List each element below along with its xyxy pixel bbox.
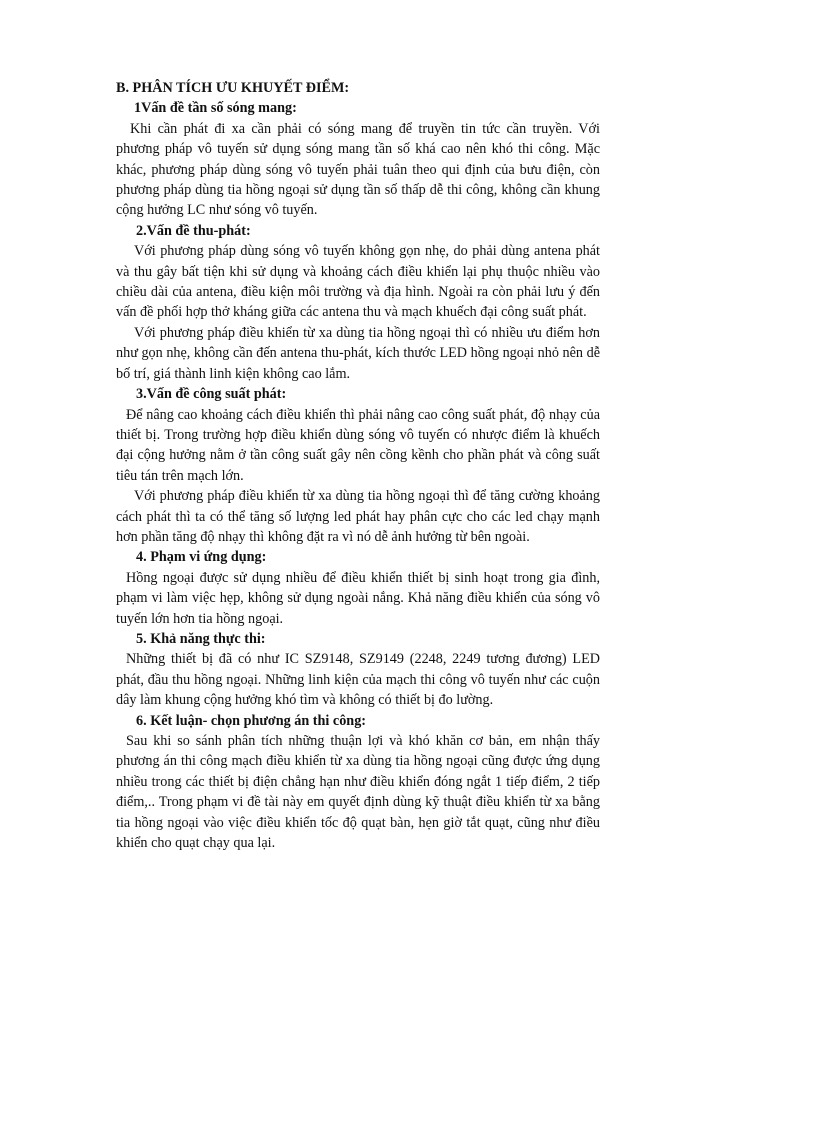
section-heading-2: 2.Vấn đề thu-phát: <box>136 222 251 239</box>
paragraph: Sau khi so sánh phân tích những thuận lợi và khó khăn cơ bản, em nhận thấy phương án thi công mạch điều khiển từ xa dùng tia hồng ngoại cũng được ứng dụng nhiều trong các thiết bị điện chẳng hạn như điều khiển đóng ngắt 1 tiếp điểm, 2 tiếp điểm,.. Trong phạm vi đề tài này em quyết định dùng kỹ thuật điều khiển từ xa bằng tia hồng ngoại vào việc điều khiển tốc độ quạt bàn, hẹn giờ tắt quạt, cũng như điều khiển cho quạt chạy qua lại. <box>116 733 600 852</box>
document-title: B. PHÂN TÍCH ƯU KHUYẾT ĐIỂM: <box>116 80 350 96</box>
paragraph: Với phương pháp điều khiển từ xa dùng tia hồng ngoại thì có nhiều ưu điểm hơn như gọn nhẹ, không cần đến antena thu-phát, kích thước LED hồng ngoại nhỏ nên dễ bố trí, giá thành linh kiện không cao lắm. <box>116 324 600 382</box>
section-heading-5: 5. Khả năng thực thi: <box>136 630 266 647</box>
section-heading-1: 1Vấn đề tần số sóng mang: <box>134 100 297 117</box>
section-heading-6: 6. Kết luận- chọn phương án thi công: <box>136 712 367 729</box>
document-page <box>116 78 600 853</box>
paragraph: Với phương pháp dùng sóng vô tuyến không gọn nhẹ, do phải dùng antena phát và thu gây bất tiện khi sử dụng và khoảng cách điều khiển lại phụ thuộc nhiều vào chiều dài của antena, điều kiện môi trường và địa hình. Ngoài ra còn phải lưu ý đến vấn đề phối hợp thở kháng giữa các antena thu và mạch khuếch đại công suất phát. <box>116 243 600 321</box>
paragraph: Khi cần phát đi xa cần phải có sóng mang để truyền tin tức cần truyền. Với phương pháp vô tuyến sử dụng sóng mang tần số khá cao nên khó thi công. Mặc khác, phương pháp dùng sóng vô tuyến phải tuân theo qui định của bưu điện, còn phương pháp dùng tia hồng ngoại sử dụng tần số thấp dễ thi công, không cần khung cộng hưởng LC như sóng vô tuyến. <box>116 120 600 219</box>
paragraph: Để nâng cao khoảng cách điều khiển thì phải nâng cao công suất phát, độ nhạy của thiết bị. Trong trường hợp điều khiển dùng sóng vô tuyến có nhược điểm là khuếch đại cộng hưởng nằm ở tần công suất gây nên cồng kềnh cho phần phát và công suất tiêu tán trên mạch lớn. <box>116 406 600 484</box>
paragraph: Những thiết bị đã có như IC SZ9148, SZ9149 (2248, 2249 tương đương) LED phát, đầu thu hồng ngoại. Những linh kiện của mạch thi công vô tuyến như các cuộn dây làm khung cộng hưởng khó tìm và không có thiết bị đo lường. <box>116 651 600 709</box>
paragraph: Hồng ngoại được sử dụng nhiều để điều khiển thiết bị sinh hoạt trong gia đình, phạm vi làm việc hẹp, không sử dụng ngoài nắng. Khả năng điều khiển của sóng vô tuyến lớn hơn tia hồng ngoại. <box>116 569 600 627</box>
paragraph: Với phương pháp điều khiển từ xa dùng tia hồng ngoại thì để tăng cường khoảng cách phát thì ta có thể tăng số lượng led phát hay phân cực cho các led chạy mạnh hơn phần tăng độ nhạy thì không đặt ra vì nó dễ ảnh hưởng từ bên ngoài. <box>116 488 600 545</box>
section-heading-4: 4. Phạm vi ứng dụng: <box>136 549 267 566</box>
section-heading-3: 3.Vấn đề công suất phát: <box>136 386 287 403</box>
